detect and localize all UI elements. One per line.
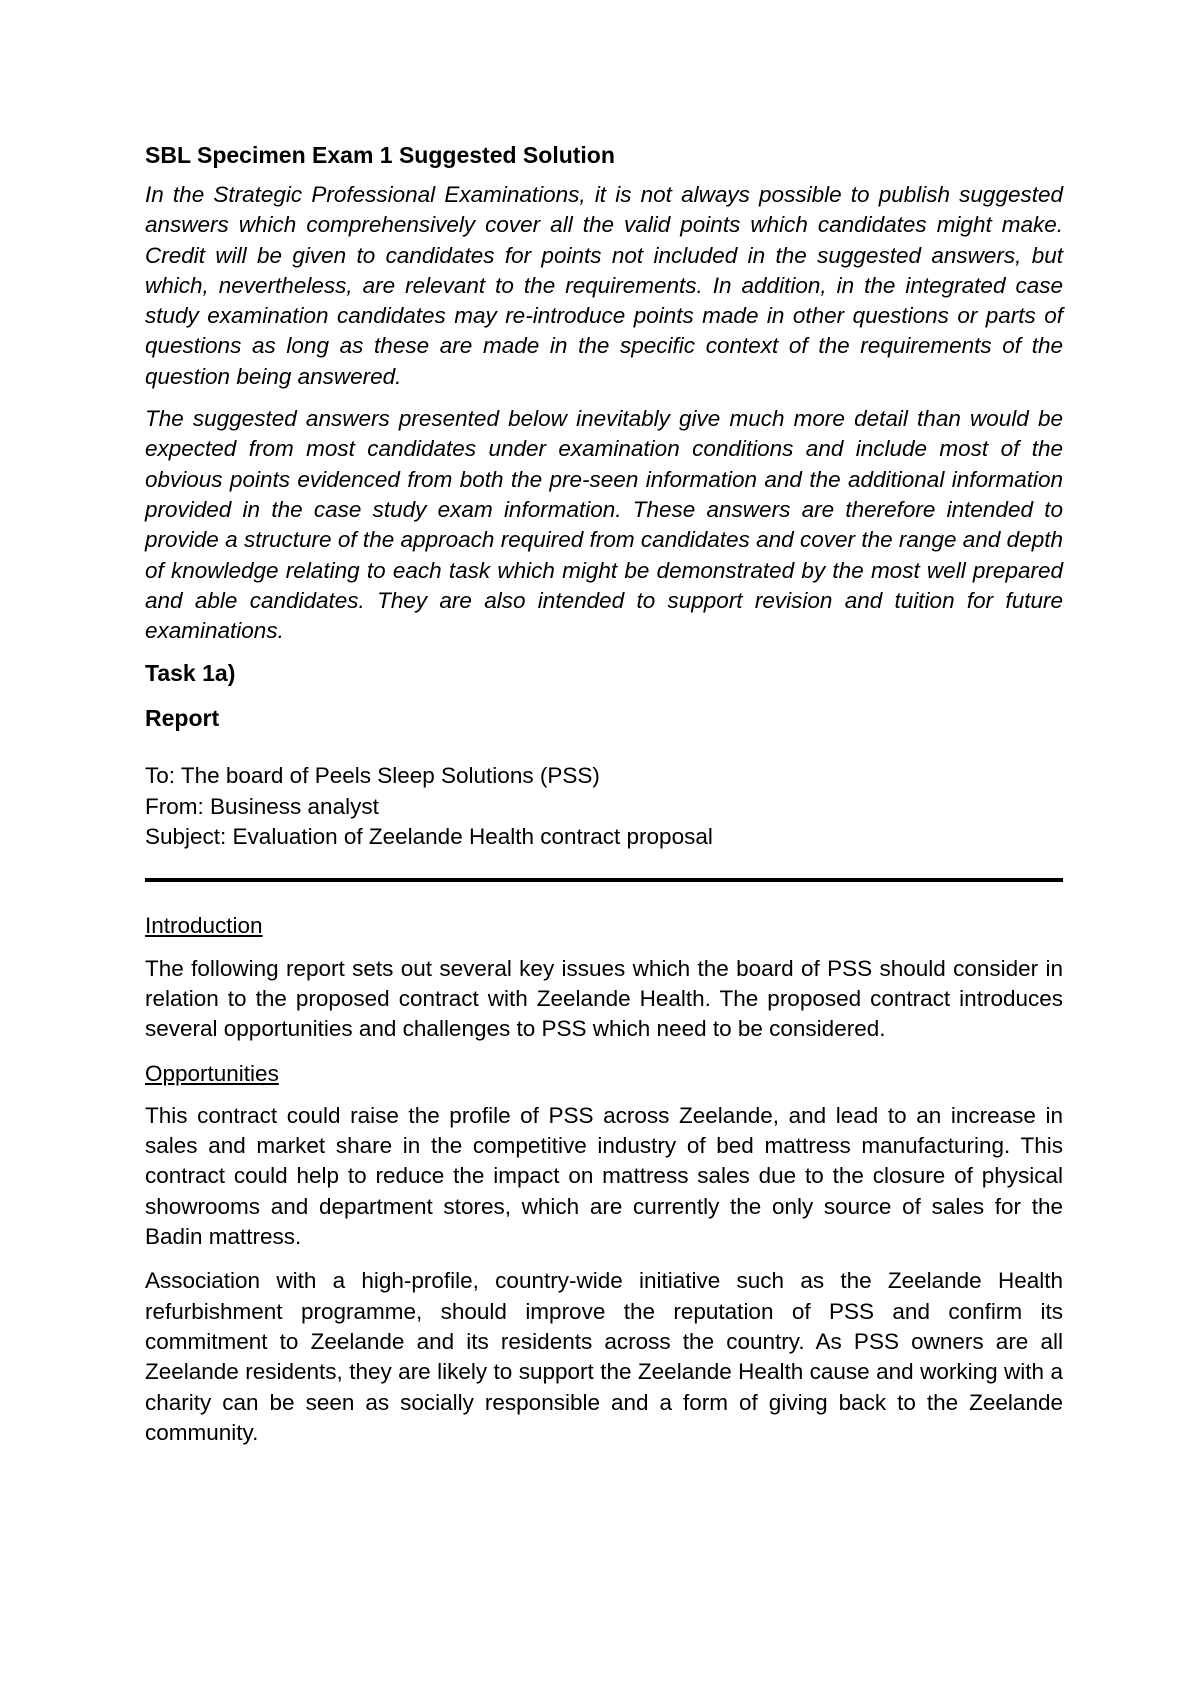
document-title: SBL Specimen Exam 1 Suggested Solution — [145, 142, 615, 168]
opportunities-heading: Opportunities — [145, 1060, 279, 1086]
intro-paragraph-1: In the Strategic Professional Examinations, it is not always possible to publish suggested answers which comprehensively cover all the valid points which candidates might make. Credit will be given to candidates for points not included in the suggested answers, but which, nevertheless, are relevant to the requirements. In addition, in the integrated case study examination candidates may re-introduce points made in other questions or parts of questions as long as these are made in the specific context of the requirements of the question being answered. — [145, 182, 1063, 389]
opportunities-paragraph-1: This contract could raise the profile of PSS across Zeelande, and lead to an increase in sales and market share in the competitive industry of bed mattress manufacturing. This contract could help to reduce the impact on mattress sales due to the closure of physical showrooms and department stores, which are currently the only source of sales for the Badin mattress. — [145, 1102, 1063, 1250]
memo-block — [145, 761, 1063, 852]
report-label: Report — [145, 705, 220, 732]
introduction-paragraph: The following report sets out several key issues which the board of PSS should consider in relation to the proposed contract with Zeelande Health. The proposed contract introduces several opportunities and challenges to PSS which need to be considered. — [145, 955, 1063, 1042]
memo-to: To: The board of Peels Sleep Solutions (PSS) — [145, 763, 600, 789]
task-label: Task 1a) — [145, 660, 236, 687]
section-divider — [145, 878, 1063, 882]
opportunities-paragraph-2: Association with a high-profile, country-wide initiative such as the Zeelande Health refurbishment programme, should improve the reputation of PSS and confirm its commitment to Zeelande and its residents across the country. As PSS owners are all Zeelande residents, they are likely to support the Zeelande Health cause and working with a charity can be seen as socially responsible and a form of giving back to the Zeelande community. — [145, 1268, 1063, 1445]
intro-paragraph-2: The suggested answers presented below inevitably give much more detail than would be expected from most candidates under examination conditions and include most of the obvious points evidenced from both the pre-seen information and the additional information provided in the case study exam information. These answers are therefore intended to provide a structure of the approach required from candidates and cover the range and depth of knowledge relating to each task which might be demonstrated by the most well prepared and able candidates. They are also intended to support revision and tuition for future examinations. — [145, 406, 1063, 644]
introduction-heading: Introduction — [145, 913, 263, 939]
document-page — [145, 140, 1063, 1462]
memo-from: From: Business analyst — [145, 793, 379, 819]
memo-subject: Subject: Evaluation of Zeelande Health contract proposal — [145, 824, 713, 850]
